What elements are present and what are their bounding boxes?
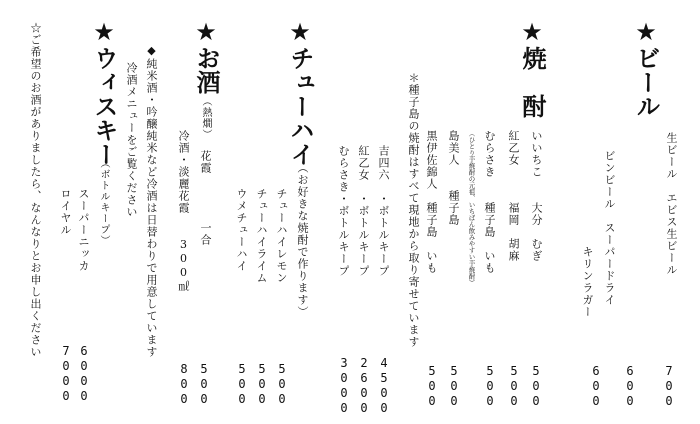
chuhai-title: ★チューハイ xyxy=(286,18,314,166)
whisky-price-2: 7000 xyxy=(59,344,73,404)
beer-item-3: キリンラガー xyxy=(581,246,594,318)
shochu-item-2: 紅乙女 福岡 胡麻 xyxy=(507,130,520,262)
beer-price-3: 600 xyxy=(589,364,603,409)
shochu-title: ★焼 酎 xyxy=(518,18,546,118)
whisky-item-2: ロイヤル xyxy=(59,188,72,236)
shochu-price-2: 500 xyxy=(507,364,521,409)
shochu-bottle-price-3: 3000 xyxy=(337,356,351,416)
sake-item-1: 花霞 一合 xyxy=(199,150,212,246)
whisky-price-1: 6000 xyxy=(77,344,91,404)
chuhai-item-3: ウメチューハイ xyxy=(235,188,248,272)
beer-title: ★ビール xyxy=(632,18,660,118)
shochu-bottle-price-1: 4500 xyxy=(377,356,391,416)
chuhai-item-1: チューハイレモン xyxy=(275,188,288,284)
sake-title: ★お酒 xyxy=(192,18,220,94)
whisky-title: ★ウィスキー xyxy=(90,18,118,166)
chuhai-item-2: チューハイライム xyxy=(255,188,268,284)
shochu-item-3-note: （ひとり芋焼酎の元祖、いちばん飲みやすい芋焼酎） xyxy=(467,130,476,286)
whisky-item-1: スーパーニッカ xyxy=(77,188,90,272)
shochu-bottle-1: 吉四六 ・ボトルキープ xyxy=(377,145,390,277)
chuhai-price-1: 500 xyxy=(275,362,289,407)
shochu-bottle-price-2: 2600 xyxy=(357,356,371,416)
chuhai-price-2: 500 xyxy=(255,362,269,407)
sake-price-2: 800 xyxy=(177,362,191,407)
shochu-item-4: 島美人 種子島 xyxy=(447,130,460,226)
sake-item-2: 冷酒・淡麗花霞 300㎖ xyxy=(177,130,190,292)
shochu-price-5: 500 xyxy=(425,364,439,409)
shochu-note: ＊種子島の焼酎はすべて現地から取り寄せています xyxy=(407,72,420,348)
shochu-price-1: 500 xyxy=(529,364,543,409)
shochu-item-5: 黒伊佐錦人 種子島 いも xyxy=(425,130,438,274)
sake-subtitle: （熱燗） xyxy=(200,96,211,140)
shochu-item-3: むらさき 種子島 いも xyxy=(483,130,496,274)
sake-note-2: 冷酒メニューをご覧ください xyxy=(125,62,138,218)
shochu-price-4: 500 xyxy=(447,364,461,409)
shochu-item-1: いいちこ 大分 むぎ xyxy=(530,130,543,262)
beer-item-2: ビンビール スーパードライ xyxy=(603,150,616,306)
chuhai-subtitle: （お好きな焼酎で作ります） xyxy=(296,162,309,318)
sake-price-1: 500 xyxy=(197,362,211,407)
chuhai-price-3: 500 xyxy=(235,362,249,407)
beer-price-1: 700 xyxy=(662,364,676,409)
beer-price-2: 600 xyxy=(623,364,637,409)
footer-note: ☆ご希望のお酒がありましたら、なんなりとお申し出ください xyxy=(29,22,42,358)
shochu-bottle-2: 紅乙女 ・ボトルキープ xyxy=(357,145,370,277)
whisky-subtitle: （ボトルキープ） xyxy=(98,158,109,246)
shochu-price-3: 500 xyxy=(483,364,497,409)
beer-item-1: 生ビール エビス生ビール xyxy=(665,132,678,276)
sake-note-1: ◆純米酒・吟醸純米など冷酒は日替わりで用意しています xyxy=(145,44,158,358)
shochu-bottle-3: むらさき・ボトルキープ xyxy=(337,145,350,277)
